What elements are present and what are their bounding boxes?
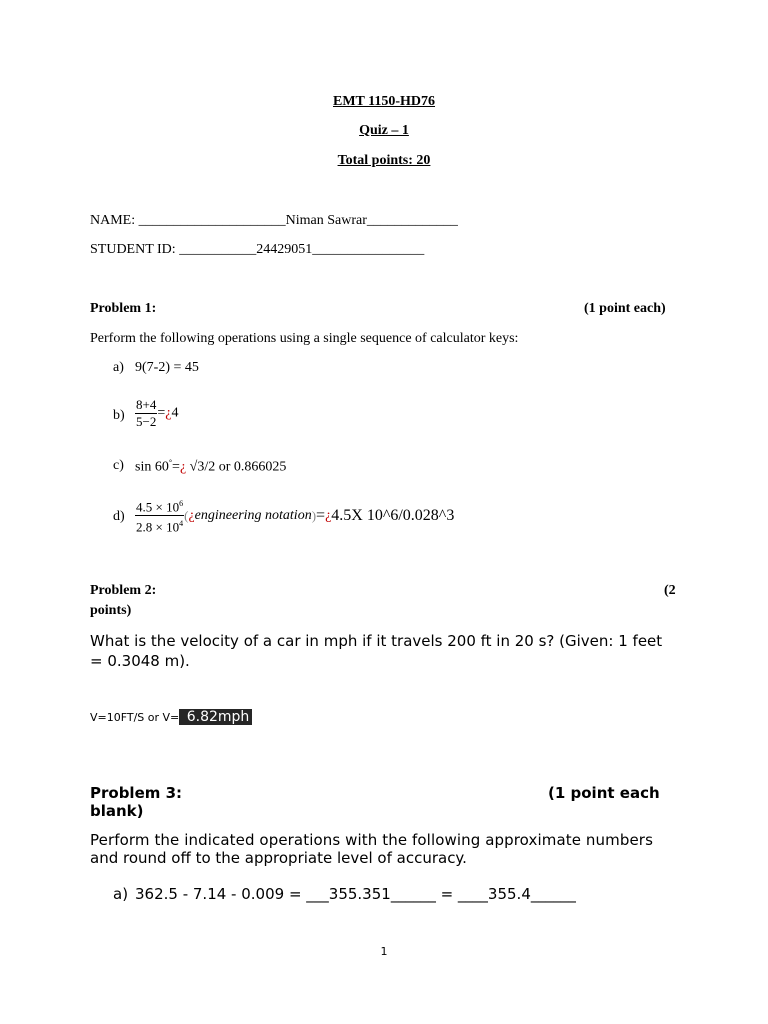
name-value: Niman Sawrar [285,213,367,228]
problem1-a-text: 9(7-2) = 45 [135,360,199,375]
close-paren: ) [311,507,317,523]
equals-sign: = [157,405,166,421]
fraction-b-denominator: 5−2 [136,414,157,429]
problem2-points-line2: points) [90,603,132,618]
problem1-d-expression [135,496,454,536]
problem2-title: Problem 2: [90,583,157,598]
sin-expression: sin 60 [135,459,169,475]
fraction-d-numerator [135,496,184,516]
problem2-points-line1: (2 [664,583,676,598]
problem3-instruction-line1: Perform the indicated operations with the following approximate numbers [90,831,653,849]
name-line [90,213,458,229]
placeholder-mark: ¿ [165,405,172,421]
problem1-c-answer: √3/2 or 0.866025 [186,459,287,475]
problem1-points: (1 point each) [584,301,666,316]
fraction-d-denominator [135,516,184,535]
quiz-title: Quiz – 1 [359,123,409,138]
fraction-b-numerator: 8+4 [136,397,157,412]
fraction-d-num-base: 4.5 × 10 [136,499,180,515]
fraction-b [135,397,157,430]
page-number: 1 [380,945,388,958]
problem2-answer [90,706,252,725]
answer-prefix: V=10FT/S or V= [90,711,180,724]
fraction-d-den-exponent: 4 [179,519,184,529]
total-points: Total points: 20 [337,153,431,168]
problem1-c-expression [135,458,286,476]
degree-symbol: ° [168,458,173,467]
problem1-instruction: Perform the following operations using a single sequence of calculator keys: [90,331,519,346]
problem1-b-answer: 4 [171,405,179,421]
engineering-notation-text: engineering notation [194,507,312,523]
course-title: EMT 1150-HD76 [332,94,436,109]
problem3-a-label: a) [113,885,129,903]
student-id-label: STUDENT ID: [90,242,180,257]
name-blank-before: _____________________ [138,213,286,228]
problem1-d-label: d) [113,509,125,524]
equals-sign: = [172,459,180,475]
problem1-b-label: b) [113,408,125,423]
student-id-value: 24429051 [256,242,313,257]
name-label: NAME: [90,213,139,228]
open-paren: ( [184,507,189,523]
placeholder-mark: ¿ [325,507,332,523]
problem3-title: Problem 3: [90,784,183,802]
fraction-d-num-exponent: 6 [179,499,184,508]
fraction-d-den-base: 2.8 × 10 [136,519,180,535]
fraction-d [135,496,184,536]
problem3-points-line1: (1 point each [548,784,660,802]
problem2-question-line1: What is the velocity of a car in mph if it travels 200 ft in 20 s? (Given: 1 feet [90,632,663,650]
equals-sign: = [316,506,326,524]
problem3-a-text: 362.5 - 7.14 - 0.009 = ___355.351______ = ____355.4______ [135,885,576,903]
problem1-title: Problem 1: [90,301,157,316]
name-blank-after: _____________ [366,213,458,228]
id-blank-before: ___________ [179,242,257,257]
student-id-line [90,242,424,258]
placeholder-mark: ¿ [179,459,187,475]
problem1-c-label: c) [113,458,124,473]
problem1-a-label: a) [113,360,124,375]
placeholder-mark: ¿ [188,507,195,523]
problem2-question-line2: = 0.3048 m). [90,652,190,670]
problem1-d-answer: 4.5X 10^6/0.028^3 [331,506,455,524]
problem3-instruction-line2: and round off to the appropriate level of accuracy. [90,849,467,867]
id-blank-after: ________________ [312,242,425,257]
problem3-points-line2: blank) [90,802,144,820]
problem1-b-expression [135,397,178,430]
answer-highlight: 6.82mph [179,709,252,725]
